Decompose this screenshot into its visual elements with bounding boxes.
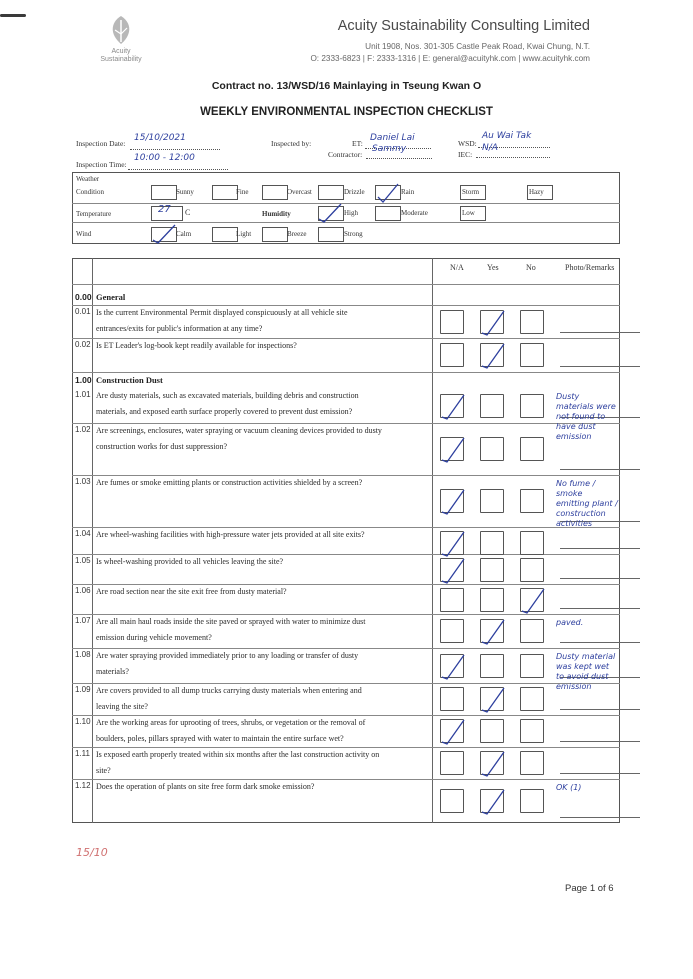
company-logo xyxy=(96,12,146,68)
item-remark[interactable]: Dusty materials were not found to have dust emission xyxy=(556,392,616,441)
et-label: ET: xyxy=(352,139,363,148)
contractor-label: Contractor: xyxy=(328,150,363,159)
light-checkbox[interactable] xyxy=(212,227,238,242)
light-label: Light xyxy=(236,230,252,238)
item-question xyxy=(96,305,428,337)
answer-yes-checkbox[interactable] xyxy=(480,531,504,555)
item-number: 1.02 xyxy=(75,425,91,434)
breeze-label: Breeze xyxy=(287,230,307,238)
item-number: 0.02 xyxy=(75,340,91,349)
question-line: leaving the site? xyxy=(96,702,148,711)
item-number: 1.07 xyxy=(75,616,91,625)
inspection-date-label: Inspection Date: xyxy=(76,139,126,148)
answer-no-checkbox[interactable] xyxy=(520,619,544,643)
question-line: Is exposed earth properly treated within six months after the last construction activity on xyxy=(96,750,380,759)
item-question xyxy=(96,747,428,779)
iec-line xyxy=(476,157,550,158)
question-line: Are screenings, enclosures, water spraying or vacuum cleaning devices provided to dusty xyxy=(96,426,382,435)
answer-yes-checkbox[interactable] xyxy=(480,558,504,582)
answer-no-checkbox[interactable] xyxy=(520,437,544,461)
answer-na-checkbox[interactable] xyxy=(440,343,464,367)
tick-icon xyxy=(478,340,508,370)
item-number: 1.10 xyxy=(75,717,91,726)
weather-divider-1 xyxy=(72,203,620,204)
tick-icon xyxy=(478,748,508,778)
wsd-label: WSD: xyxy=(458,139,477,148)
checklist-title: WEEKLY ENVIRONMENTAL INSPECTION CHECKLIST xyxy=(200,106,493,118)
remarks-line xyxy=(560,741,640,742)
tick-icon xyxy=(438,391,468,421)
answer-yes-checkbox[interactable] xyxy=(480,588,504,612)
condition-label: Condition xyxy=(76,188,105,196)
section-number: 0.00 xyxy=(75,292,92,302)
rain-label: Rain xyxy=(401,188,415,196)
item-number: 1.09 xyxy=(75,685,91,694)
logo-text-1: Acuity xyxy=(111,48,131,55)
address-line: Unit 1908, Nos. 301-305 Castle Peak Road, Kwai Chung, N.T. xyxy=(365,42,590,51)
moderate-label: Moderate xyxy=(401,209,428,217)
col-yes: Yes xyxy=(487,263,499,272)
iec-value[interactable]: N/A xyxy=(482,143,498,153)
inspected-by-label: Inspected by: xyxy=(271,139,312,148)
section-title: General xyxy=(96,292,126,302)
answer-no-checkbox[interactable] xyxy=(520,751,544,775)
item-question xyxy=(96,527,428,543)
item-number: 1.06 xyxy=(75,586,91,595)
drizzle-label: Drizzle xyxy=(344,188,365,196)
remarks-line xyxy=(560,578,640,579)
tick-icon xyxy=(438,555,468,585)
answer-no-checkbox[interactable] xyxy=(520,531,544,555)
contract-title: Contract no. 13/WSD/16 Mainlaying in Tseung Kwan O xyxy=(211,80,482,92)
row-divider xyxy=(72,372,620,373)
remarks-line xyxy=(560,608,640,609)
temperature-label: Temperature xyxy=(76,210,112,218)
question-line: materials, and exposed earth surface properly covered to prevent dust emission? xyxy=(96,407,353,416)
item-number: 1.08 xyxy=(75,650,91,659)
company-name: Acuity Sustainability Consulting Limited xyxy=(337,18,590,34)
item-number: 1.03 xyxy=(75,477,91,486)
et-value[interactable]: Daniel Lai xyxy=(370,133,415,143)
calm-label: Calm xyxy=(176,230,192,238)
remarks-line xyxy=(560,366,640,367)
tick-icon xyxy=(478,684,508,714)
question-line: Is wheel-washing provided to all vehicles leaving the site? xyxy=(96,557,284,566)
tick-icon xyxy=(438,716,468,746)
question-line: entrances/exits for public's information at any time? xyxy=(96,324,263,333)
remarks-line xyxy=(560,817,640,818)
answer-na-checkbox[interactable] xyxy=(440,687,464,711)
company-address xyxy=(250,41,590,65)
answer-na-checkbox[interactable] xyxy=(440,751,464,775)
inspection-time-line xyxy=(128,169,228,170)
question-line: construction works for dust suppression? xyxy=(96,442,228,451)
fine-checkbox[interactable] xyxy=(212,185,238,200)
overcast-checkbox[interactable] xyxy=(262,185,288,200)
temperature-value[interactable]: 27 xyxy=(158,204,171,215)
handwritten-date: 15/10 xyxy=(76,846,108,859)
tick-icon xyxy=(438,434,468,464)
answer-na-checkbox[interactable] xyxy=(440,619,464,643)
answer-no-checkbox[interactable] xyxy=(520,719,544,743)
overcast-label: Overcast xyxy=(287,188,312,196)
remarks-line xyxy=(560,332,640,333)
item-number: 1.05 xyxy=(75,556,91,565)
answer-yes-checkbox[interactable] xyxy=(480,719,504,743)
inspection-date-line xyxy=(130,149,220,150)
section-title: Construction Dust xyxy=(96,375,163,385)
remarks-line xyxy=(560,469,640,470)
answer-no-checkbox[interactable] xyxy=(520,789,544,813)
tick-icon xyxy=(478,307,508,337)
col-na: N/A xyxy=(450,263,464,272)
item-question xyxy=(96,683,428,715)
item-question xyxy=(96,423,428,455)
logo-text-2: Sustainability xyxy=(100,56,142,63)
inspection-time-label: Inspection Time: xyxy=(76,160,127,169)
wsd-value[interactable]: Au Wai Tak xyxy=(482,131,532,141)
tick-icon xyxy=(478,616,508,646)
item-number: 1.04 xyxy=(75,529,91,538)
inspection-date-value[interactable]: 15/10/2021 xyxy=(134,133,186,143)
answer-col-divider xyxy=(432,258,433,823)
answer-no-checkbox[interactable] xyxy=(520,558,544,582)
answer-yes-checkbox[interactable] xyxy=(480,489,504,513)
item-question xyxy=(96,388,428,420)
answer-yes-checkbox[interactable] xyxy=(480,437,504,461)
question-line: Is the current Environmental Permit displayed conspicuously at all vehicle site xyxy=(96,308,348,317)
remarks-line xyxy=(560,548,640,549)
wind-label: Wind xyxy=(76,230,92,238)
answer-yes-checkbox[interactable] xyxy=(480,394,504,418)
question-line: Is ET Leader's log-book kept readily available for inspections? xyxy=(96,341,297,350)
moderate-checkbox[interactable] xyxy=(375,206,401,221)
contractor-value[interactable]: Sammy xyxy=(372,144,407,154)
item-remark[interactable]: Dusty material was kept wet to avoid dust emission xyxy=(556,652,616,691)
question-line: Are water spraying provided immediately prior to any loading or transfer of dusty xyxy=(96,651,359,660)
answer-no-checkbox[interactable] xyxy=(520,394,544,418)
strong-label: Strong xyxy=(344,230,363,238)
sunny-label: Sunny xyxy=(176,188,194,196)
item-question xyxy=(96,614,428,646)
col-remarks: Photo/Remarks xyxy=(565,263,615,272)
high-tick-icon xyxy=(316,201,346,223)
answer-no-checkbox[interactable] xyxy=(520,310,544,334)
item-question xyxy=(96,584,428,600)
remarks-line xyxy=(560,642,640,643)
col-no: No xyxy=(526,263,536,272)
contact-line: O: 2333-6823 | F: 2333-1316 | E: general@acuityhk.com | www.acuityhk.com xyxy=(310,54,590,63)
low-label: Low xyxy=(462,209,475,217)
answer-na-checkbox[interactable] xyxy=(440,789,464,813)
item-number: 0.01 xyxy=(75,307,91,316)
question-line: materials? xyxy=(96,667,129,676)
storm-label: Storm xyxy=(462,188,480,196)
item-question xyxy=(96,338,428,354)
item-number: 1.11 xyxy=(75,749,90,758)
answer-no-checkbox[interactable] xyxy=(520,654,544,678)
temperature-unit: C xyxy=(185,208,191,217)
question-line: Are covers provided to all dump trucks carrying dusty materials when entering and xyxy=(96,686,362,695)
weather-heading: Weather xyxy=(76,175,100,183)
question-line: Does the operation of plants on site free form dark smoke emission? xyxy=(96,782,315,791)
item-remark[interactable]: OK (1) xyxy=(556,783,582,792)
question-line: Are the working areas for uprooting of trees, shrubs, or vegetation or the removal of xyxy=(96,718,366,727)
drizzle-checkbox[interactable] xyxy=(318,185,344,200)
item-question xyxy=(96,475,428,491)
inspection-time-value[interactable]: 10:00 - 12:00 xyxy=(134,153,195,163)
item-question xyxy=(96,648,428,680)
question-line: Are road section near the site exit free from dusty material? xyxy=(96,587,287,596)
leaf-logo-icon xyxy=(103,12,139,48)
item-number: 1.12 xyxy=(75,781,91,790)
sunny-checkbox[interactable] xyxy=(151,185,177,200)
hazy-label: Hazy xyxy=(529,188,544,196)
remarks-line xyxy=(560,773,640,774)
tick-icon xyxy=(438,528,468,558)
question-line: Are all main haul roads inside the site paved or sprayed with water to minimize dust xyxy=(96,617,366,626)
high-label: High xyxy=(344,209,358,217)
iec-label: IEC: xyxy=(458,150,473,159)
item-number: 1.01 xyxy=(75,390,91,399)
question-line: Are wheel-washing facilities with high-pressure water jets provided at all site exits? xyxy=(96,530,365,539)
fine-label: Fine xyxy=(236,188,249,196)
question-line: boulders, poles, pillars sprayed with water to maintain the entire surface wet? xyxy=(96,734,344,743)
rain-tick-icon xyxy=(374,181,404,203)
num-col-divider xyxy=(92,258,93,823)
tick-icon xyxy=(438,486,468,516)
item-question xyxy=(96,554,428,570)
section-number: 1.00 xyxy=(75,375,92,385)
remarks-line xyxy=(560,709,640,710)
tick-icon xyxy=(478,786,508,816)
tick-icon xyxy=(438,651,468,681)
answer-no-checkbox[interactable] xyxy=(520,687,544,711)
tick-icon xyxy=(518,585,548,615)
humidity-label: Humidity xyxy=(262,210,291,218)
question-line: Are dusty materials, such as excavated materials, building debris and construction xyxy=(96,391,359,400)
item-question xyxy=(96,715,428,747)
page-number: Page 1 of 6 xyxy=(565,883,614,894)
question-line: site? xyxy=(96,766,111,775)
breeze-checkbox[interactable] xyxy=(262,227,288,242)
answer-no-checkbox[interactable] xyxy=(520,489,544,513)
item-remark[interactable]: paved. xyxy=(556,618,584,627)
header-row-divider xyxy=(72,284,620,285)
answer-na-checkbox[interactable] xyxy=(440,588,464,612)
question-line: Are fumes or smoke emitting plants or construction activities shielded by a screen? xyxy=(96,478,363,487)
strong-checkbox[interactable] xyxy=(318,227,344,242)
question-line: emission during vehicle movement? xyxy=(96,633,212,642)
answer-yes-checkbox[interactable] xyxy=(480,654,504,678)
item-remark[interactable]: No fume / smoke emitting plant / construction activities xyxy=(556,479,618,528)
scan-mark xyxy=(0,14,26,17)
answer-no-checkbox[interactable] xyxy=(520,343,544,367)
contractor-line xyxy=(366,158,432,159)
answer-na-checkbox[interactable] xyxy=(440,310,464,334)
item-question xyxy=(96,779,428,795)
